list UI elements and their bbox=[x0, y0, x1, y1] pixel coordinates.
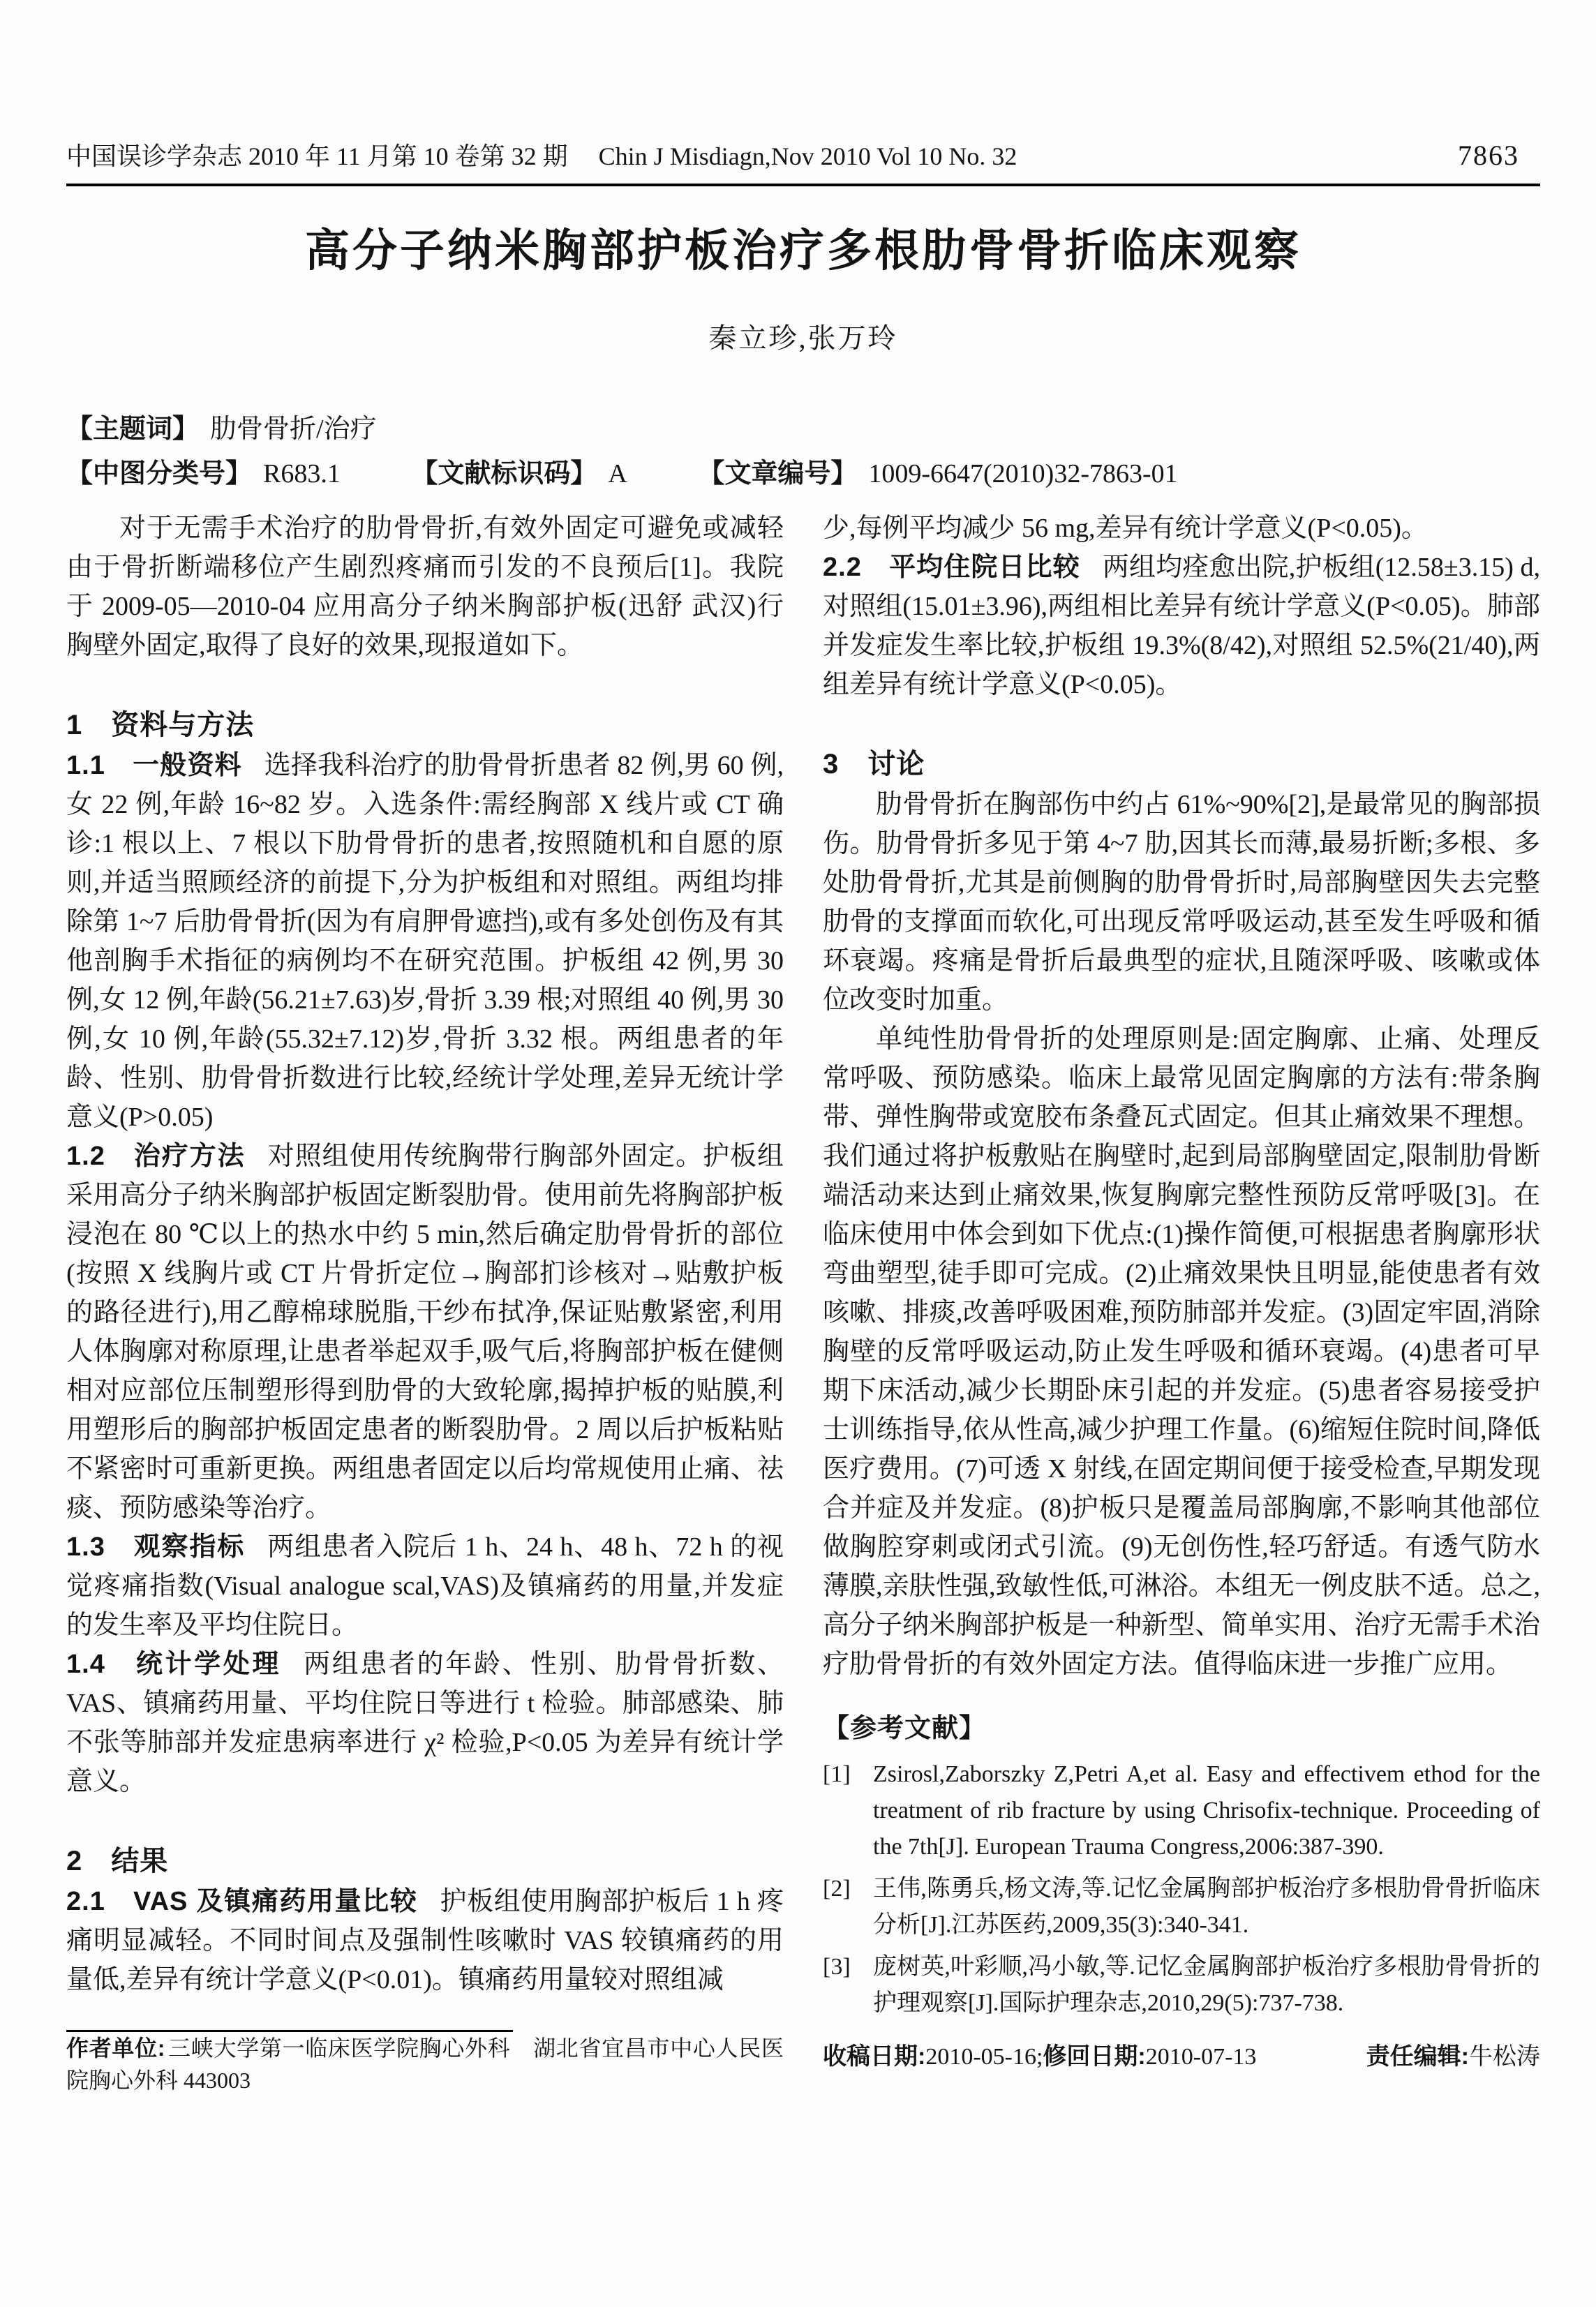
reference-text: 庞树英,叶彩顺,冯小敏,等.记忆金属胸部护板治疗多根肋骨骨折的护理观察[J].国际护理杂志,2010,29(5):737-738. bbox=[873, 1954, 1540, 2016]
reference-number: [3] bbox=[823, 1954, 851, 1980]
reference-item bbox=[823, 1756, 1540, 1865]
section-2-2-text: 两组均痊愈出院,护板组(12.58±3.15) d,对照组(15.01±3.96),两组相比差异有统计学意义(P<0.05)。肺部并发症发生率比较,护板组 19.3%(8/42),对照组 52.5%(21/40),两组差异有统计学意义(P<0.05)。 bbox=[823, 553, 1541, 699]
keywords-label: 【主题词】 bbox=[66, 415, 200, 444]
section-2-1-paragraph bbox=[66, 1882, 784, 1999]
article-meta bbox=[66, 411, 1540, 492]
journal-title-en: Chin J Misdiagn,Nov 2010 Vol 10 No. 32 bbox=[598, 142, 1017, 170]
article-id-label: 【文章编号】 bbox=[698, 459, 858, 488]
reference-item bbox=[823, 1949, 1540, 2022]
header-rule bbox=[66, 184, 1540, 186]
reference-item bbox=[823, 1871, 1540, 1943]
affiliation-line bbox=[66, 2032, 784, 2096]
article-title: 高分子纳米胸部护板治疗多根肋骨骨折临床观察 bbox=[305, 225, 1302, 276]
doc-code-group bbox=[411, 459, 627, 488]
doc-code-value: A bbox=[608, 459, 627, 488]
section-2-heading: 2 结果 bbox=[66, 1846, 169, 1876]
received-date-label: 收稿日期: bbox=[823, 2043, 926, 2070]
reference-text: 王伟,陈勇兵,杨文涛,等.记忆金属胸部护板治疗多根肋骨骨折临床分析[J].江苏医药,2009,35(3):340-341. bbox=[873, 1876, 1540, 1938]
responsible-editor bbox=[1366, 2040, 1540, 2074]
editor-value: 牛松涛 bbox=[1469, 2044, 1540, 2070]
left-column bbox=[66, 509, 784, 2096]
references-heading: 【参考文献】 bbox=[823, 1714, 987, 1743]
section-2-2-paragraph bbox=[823, 548, 1540, 704]
section-2-1-label: 2.1 VAS 及镇痛药用量比较 bbox=[66, 1887, 418, 1916]
section-3-heading: 3 讨论 bbox=[823, 749, 925, 779]
clc-value: R683.1 bbox=[263, 459, 341, 488]
received-date-value: 2010-05-16; bbox=[925, 2044, 1043, 2070]
article-id-value: 1009-6647(2010)32-7863-01 bbox=[868, 459, 1178, 488]
revised-date-label: 修回日期: bbox=[1043, 2043, 1146, 2070]
doc-code-label: 【文献标识码】 bbox=[411, 459, 597, 488]
keywords-value: 肋骨骨折/治疗 bbox=[210, 415, 377, 444]
affiliation-label: 作者单位: bbox=[66, 2036, 165, 2061]
clc-label: 【中图分类号】 bbox=[66, 459, 253, 488]
journal-citation bbox=[66, 140, 1017, 172]
section-2-1-text: 护板组使用胸部护板后 1 h 疼痛明显减轻。不同时间点及强制性咳嗽时 VAS 较镇痛药的用量低,差异有统计学意义(P<0.01)。镇痛药用量较对照组减 bbox=[66, 1887, 784, 1994]
affiliation-text: 三峡大学第一临床医学院胸心外科 湖北省宜昌市中心人民医院胸心外科 443003 bbox=[66, 2036, 784, 2093]
section-1-3-label: 1.3 观察指标 bbox=[66, 1532, 246, 1562]
section-1-heading: 1 资料与方法 bbox=[66, 710, 255, 740]
section-1-4-label: 1.4 统计学处理 bbox=[66, 1650, 282, 1679]
page-number: 7863 bbox=[1458, 140, 1519, 171]
intro-paragraph: 对于无需手术治疗的肋骨骨折,有效外固定可避免或减轻由于骨折断端移位产生剧烈疼痛而引发的不良预后[1]。我院于 2009-05—2010-04 应用高分子纳米胸部护板(迅舒 武汉)行胸壁外固定,取得了良好的效果,现报道如下。 bbox=[66, 514, 784, 660]
section-1-4-paragraph bbox=[66, 1645, 784, 1801]
manuscript-dates-line bbox=[823, 2040, 1540, 2074]
journal-title-cn: 中国误诊学杂志 2010 年 11 月第 10 卷第 32 期 bbox=[66, 142, 568, 170]
reference-number: [1] bbox=[823, 1761, 851, 1787]
section-1-2-text: 对照组使用传统胸带行胸部外固定。护板组采用高分子纳米胸部护板固定断裂肋骨。使用前先将胸部护板浸泡在 80 ℃以上的热水中约 5 min,然后确定肋骨骨折的部位(按照 X 线胸片或 CT 片骨折定位→胸部扪诊核对→贴敷护板的路径进行),用乙醇棉球脱脂,干纱布拭净,保证贴敷紧密,利用人体胸廓对称原理,让患者举起双手,吸气后,将胸部护板在健侧相对应部位压制塑形得到肋骨的大致轮廓,揭掉护板的贴膜,利用塑形后的胸部护板固定患者的断裂肋骨。2 周以后护板粘贴不紧密时可重新更换。两组患者固定以后均常规使用止痛、祛痰、预防感染等治疗。 bbox=[66, 1142, 784, 1523]
editor-label: 责任编辑: bbox=[1366, 2043, 1469, 2070]
section-1-4-text: 两组患者的年龄、性别、肋骨骨折数、VAS、镇痛药用量、平均住院日等进行 t 检验。肺部感染、肺不张等肺部并发症患病率进行 χ² 检验,P<0.05 为差异有统计学意义。 bbox=[66, 1650, 784, 1796]
revised-date-value: 2010-07-13 bbox=[1145, 2044, 1257, 2070]
received-revised-dates bbox=[823, 2040, 1256, 2074]
article-authors: 秦立珍,张万玲 bbox=[708, 322, 898, 354]
section-1-2-paragraph bbox=[66, 1137, 784, 1528]
right-column bbox=[823, 509, 1540, 2096]
section-1-3-text: 两组患者入院后 1 h、24 h、48 h、72 h 的视觉疼痛指数(Visual analogue scal,VAS)及镇痛药的用量,并发症的发生率及平均住院日。 bbox=[66, 1532, 784, 1640]
classification-line bbox=[66, 456, 1540, 492]
reference-text: Zsirosl,Zaborszky Z,Petri A,et al. Easy and effectivem ethod for the treatment of rib fracture by using Chrisofix-technique. Proceeding of the 7th[J]. European Trauma Congress,2006:387-390. bbox=[873, 1761, 1540, 1860]
section-2-2-label: 2.2 平均住院日比较 bbox=[823, 553, 1080, 582]
article-body bbox=[66, 509, 1540, 2096]
clc-group bbox=[66, 459, 341, 488]
article-id-group bbox=[698, 459, 1177, 488]
section-1-2-label: 1.2 治疗方法 bbox=[66, 1142, 246, 1171]
page-header bbox=[66, 140, 1540, 172]
section-1-1-text: 选择我科治疗的肋骨骨折患者 82 例,男 60 例,女 22 例,年龄 16~82 岁。入选条件:需经胸部 X 线片或 CT 确诊:1 根以上、7 根以下肋骨骨折的患者,按照随机和自愿的原则,并适当照顾经济的前提下,分为护板组和对照组。两组均排除第 1~7 后肋骨骨折(因为有肩胛骨遮挡),或有多处创伤及有其他剖胸手术指征的病例均不在研究范围。护板组 42 例,男 30 例,女 12 例,年龄(56.21±7.63)岁,骨折 3.39 根;对照组 40 例,男 30 例,女 10 例,年龄(55.32±7.12)岁,骨折 3.32 根。两组患者的年龄、性别、肋骨骨折数进行比较,经统计学处理,差异无统计学意义(P>0.05) bbox=[66, 751, 784, 1132]
discussion-paragraph-2: 单纯性肋骨骨折的处理原则是:固定胸廓、止痛、处理反常呼吸、预防感染。临床上最常见固定胸廓的方法有:带条胸带、弹性胸带或宽胶布条叠瓦式固定。但其止痛效果不理想。我们通过将护板敷贴在胸壁时,起到局部胸壁固定,限制肋骨断端活动来达到止痛效果,恢复胸廓完整性预防反常呼吸[3]。在临床使用中体会到如下优点:(1)操作简便,可根据患者胸廓形状弯曲塑型,徒手即可完成。(2)止痛效果快且明显,能使患者有效咳嗽、排痰,改善呼吸困难,预防肺部并发症。(3)固定牢固,消除胸壁的反常呼吸运动,防止发生呼吸和循环衰竭。(4)患者可早期下床活动,减少长期卧床引起的并发症。(5)患者容易接受护士训练指导,依从性高,减少护理工作量。(6)缩短住院时间,降低医疗费用。(7)可透 X 射线,在固定期间便于接受检查,早期发现合并症及并发症。(8)护板只是覆盖局部胸廓,不影响其他部位做胸腔穿刺或闭式引流。(9)无创伤性,轻巧舒适。有透气防水薄膜,亲肤性强,致敏性低,可淋浴。本组无一例皮肤不适。总之,高分子纳米胸部护板是一种新型、简单实用、治疗无需手术治疗肋骨骨折的有效外固定方法。值得临床进一步推广应用。 bbox=[823, 1024, 1540, 1679]
section-1-1-paragraph bbox=[66, 746, 784, 1137]
section-1-1-label: 1.1 一般资料 bbox=[66, 751, 242, 780]
author-affiliation-footnote bbox=[66, 2030, 784, 2096]
reference-number: [2] bbox=[823, 1876, 851, 1902]
section-1-3-paragraph bbox=[66, 1528, 784, 1645]
keywords-line bbox=[66, 411, 1540, 447]
discussion-paragraph-1: 肋骨骨折在胸部伤中约占 61%~90%[2],是最常见的胸部损伤。肋骨骨折多见于第 4~7 肋,因其长而薄,最易折断;多根、多处肋骨骨折,尤其是前侧胸的肋骨骨折时,局部胸壁因失去完整肋骨的支撑面而软化,可出现反常呼吸运动,甚至发生呼吸和循环衰竭。疼痛是骨折后最典型的症状,且随深呼吸、咳嗽或体位改变时加重。 bbox=[823, 790, 1540, 1015]
results-continuation-paragraph: 少,每例平均减少 56 mg,差异有统计学意义(P<0.05)。 bbox=[823, 514, 1428, 543]
